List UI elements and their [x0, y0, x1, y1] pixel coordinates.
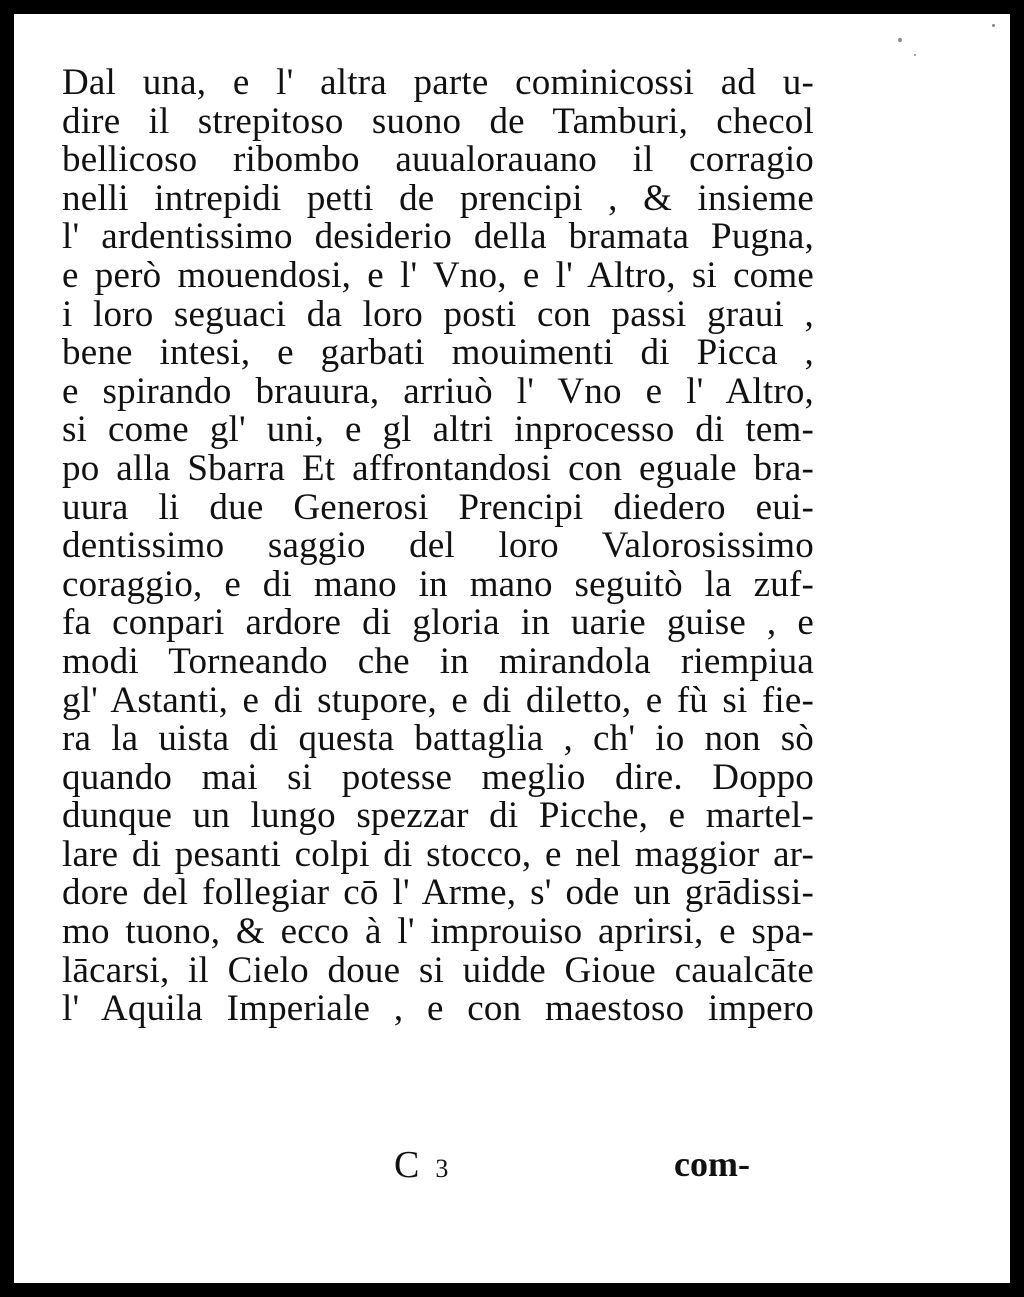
- text-line: e spirando brauura, arriuò l' Vno e l' Altro,: [62, 370, 814, 412]
- text-line: coraggio, e di mano in mano seguitò la zuf-: [62, 563, 814, 605]
- text-line: mo tuono, & ecco à l' improuiso aprirsi, e spa-: [62, 911, 814, 953]
- text-line: gl' Astanti, e di stupore, e di diletto, e fù si fie-: [62, 679, 814, 721]
- ink-speck: [992, 24, 995, 27]
- text-line: ra la uista di questa battaglia , ch' io non sò: [62, 718, 814, 760]
- signature-letter: C: [394, 1144, 420, 1186]
- text-line: dire il strepitoso suono de Tamburi, checol: [62, 100, 814, 142]
- text-line: fa conpari ardore di gloria in uarie guise , e: [62, 602, 814, 644]
- ink-speck: [898, 38, 902, 42]
- text-line: dentissimo saggio del loro Valorosissimo: [62, 525, 814, 567]
- body-text: [62, 64, 814, 1029]
- text-line: e però mouendosi, e l' Vno, e l' Altro, si come: [62, 254, 814, 296]
- signature-number: 3: [435, 1154, 449, 1183]
- ink-speck: [914, 54, 916, 56]
- text-line: po alla Sbarra Et affrontandosi con eguale bra-: [62, 447, 814, 489]
- text-line: si come gl' uni, e gl altri inprocesso di tem-: [62, 409, 814, 451]
- text-line: bellicoso ribombo auualorauano il corragio: [62, 139, 814, 181]
- text-line: l' Aquila Imperiale , e con maestoso impero: [62, 988, 814, 1030]
- text-line: lare di pesanti colpi di stocco, e nel maggior ar-: [62, 833, 814, 875]
- text-line: quando mai si potesse meglio dire. Doppo: [62, 756, 814, 798]
- text-line: Dal una, e l' altra parte cominicossi ad u-: [62, 62, 814, 103]
- text-line: i loro seguaci da loro posti con passi graui ,: [62, 293, 814, 335]
- text-line: nelli intrepidi petti de prencipi , & insieme: [62, 177, 814, 219]
- text-line: dore del follegiar cō l' Arme, s' ode un grādissi-: [62, 872, 814, 914]
- text-line: modi Torneando che in mirandola riempiua: [62, 640, 814, 682]
- text-line: lācarsi, il Cielo doue si uidde Gioue caualcāte: [62, 949, 814, 991]
- text-line: bene intesi, e garbati mouimenti di Picca ,: [62, 332, 814, 374]
- text-line: uura li due Generosi Prencipi diedero eui-: [62, 486, 814, 528]
- signature-mark: [394, 1143, 448, 1187]
- page-footer: [62, 1143, 814, 1187]
- text-line: l' ardentissimo desiderio della bramata Pugna,: [62, 216, 814, 258]
- catchword: com-: [674, 1144, 750, 1184]
- text-line: dunque un lungo spezzar di Picche, e martel-: [62, 795, 814, 837]
